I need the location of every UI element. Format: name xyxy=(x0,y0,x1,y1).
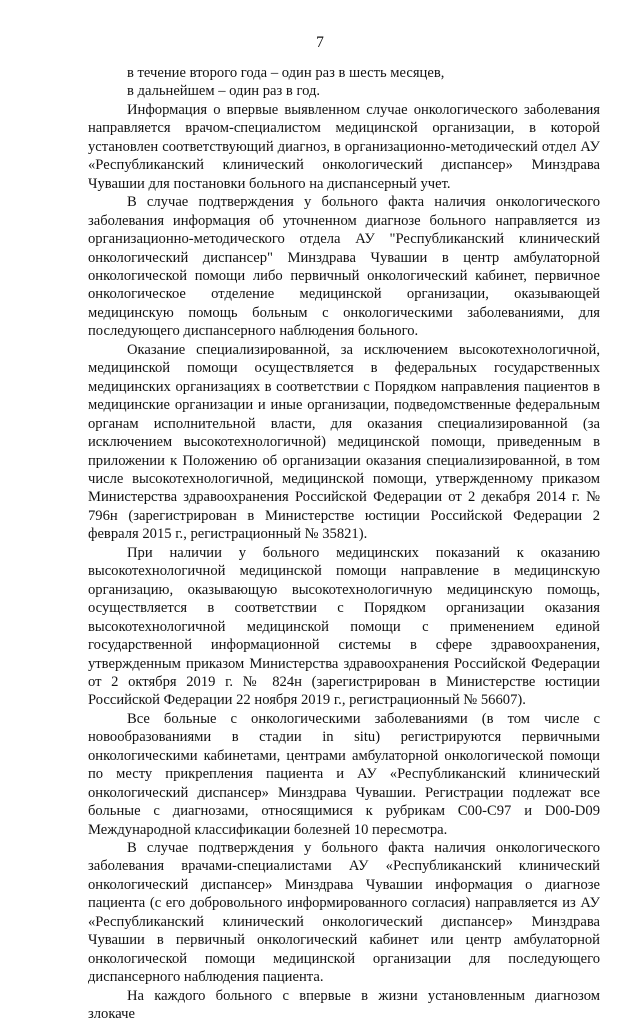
paragraph-followup-later: в дальнейшем – один раз в год. xyxy=(127,83,321,100)
paragraph-patient-registration: Все больные с онкологическими заболеваниями (в том числе с новообразованиями в стадии in situ) регистрируются первичными онкологическими кабинетами, центрами амбулаторной онкологической помощи по месту прикрепления пациента и АУ «Республиканский клинический онкологический диспансер» Минздрава Чувашии. Регистрации подлежат все больные с диагнозами, относящимися к рубрикам С00-С97 и D00-D09 Международной классификации болезней 10 пересмотра. xyxy=(88,710,600,838)
paragraph-high-tech-care: При наличии у больного медицинских показаний к оказанию высокотехнологичной медицинской помощи направление в медицинскую организацию, оказывающую высокотехнологичную медицинскую помощь, осуществляется в соответствии с Порядком организации оказания высокотехнологичной медицинской помощи с применением единой государственной информационной системы в сфере здравоохранения, утвержденным приказом Министерства здравоохранения Российской Федерации от 2 октября 2019 г. № 824н (зарегистрирован в Министерстве юстиции Российской Федерации 22 ноября 2019 г., регистрационный № 56607). xyxy=(88,544,600,709)
paragraph-followup-second-year: в течение второго года – один раз в шесть месяцев, xyxy=(127,65,445,81)
paragraph-specialized-care: Оказание специализированной, за исключением высокотехнологичной, медицинской помощи осуществляется в федеральных государственных медицинских организациях в соответствии с Порядком направления пациентов в медицинские организации и иные организации, подведомственные федеральным органам исполнительной власти, для оказания специализированной (за исключением высокотехнологичной) медицинской помощи, приведенным в приложении к Положению об организации оказания специализированной, в том числе высокотехнологичной, медицинской помощи, утвержденному приказом Министерства здравоохранения Российской Федерации от 2 декабря 2014 г. № 796н (зарегистрирован в Министерстве юстиции Российской Федерации 2 февраля 2015 г., регистрационный № 35821). xyxy=(88,341,600,543)
document-body xyxy=(88,64,600,1024)
page-number: 7 xyxy=(316,34,324,51)
paragraph-dispensary-information: В случае подтверждения у больного факта наличия онкологического заболевания врачами-специалистами АУ «Республиканский клинический онкологический диспансер» Минздрава Чувашии информация о диагнозе пациента (с его добровольного информированного согласия) направляется из АУ «Республиканский клинический онкологический диспансер» Минздрава Чувашии в первичный онкологический кабинет или центр амбулаторной онкологической помощи медицинской организации для последующего диспансерного наблюдения пациента. xyxy=(88,840,600,986)
paragraph-diagnosis-confirmation: В случае подтверждения у больного факта наличия онкологического заболевания информация об уточненном диагнозе больного направляется из организационно-методического отдела АУ "Республиканский клинический онкологический диспансер" Минздрава Чувашии в центр амбулаторной онкологической помощи либо первичный онкологический кабинет, первичное онкологическое отделение медицинской организации, оказывающей медицинскую помощь больным с онкологическими заболеваниями, для последующего диспансерного наблюдения больного. xyxy=(88,194,600,340)
paragraph-new-diagnosis: На каждого больного с впервые в жизни установленным диагнозом злокаче xyxy=(88,987,600,1023)
paragraph-first-detection-info: Информация о впервые выявленном случае онкологического заболевания направляется врачом-специалистом медицинской организации, в которой установлен соответствующий диагноз, в организационно-методический отдел АУ «Республиканский клинический онкологический диспансер» Минздрава Чувашии для постановки больного на диспансерный учет. xyxy=(88,101,600,192)
